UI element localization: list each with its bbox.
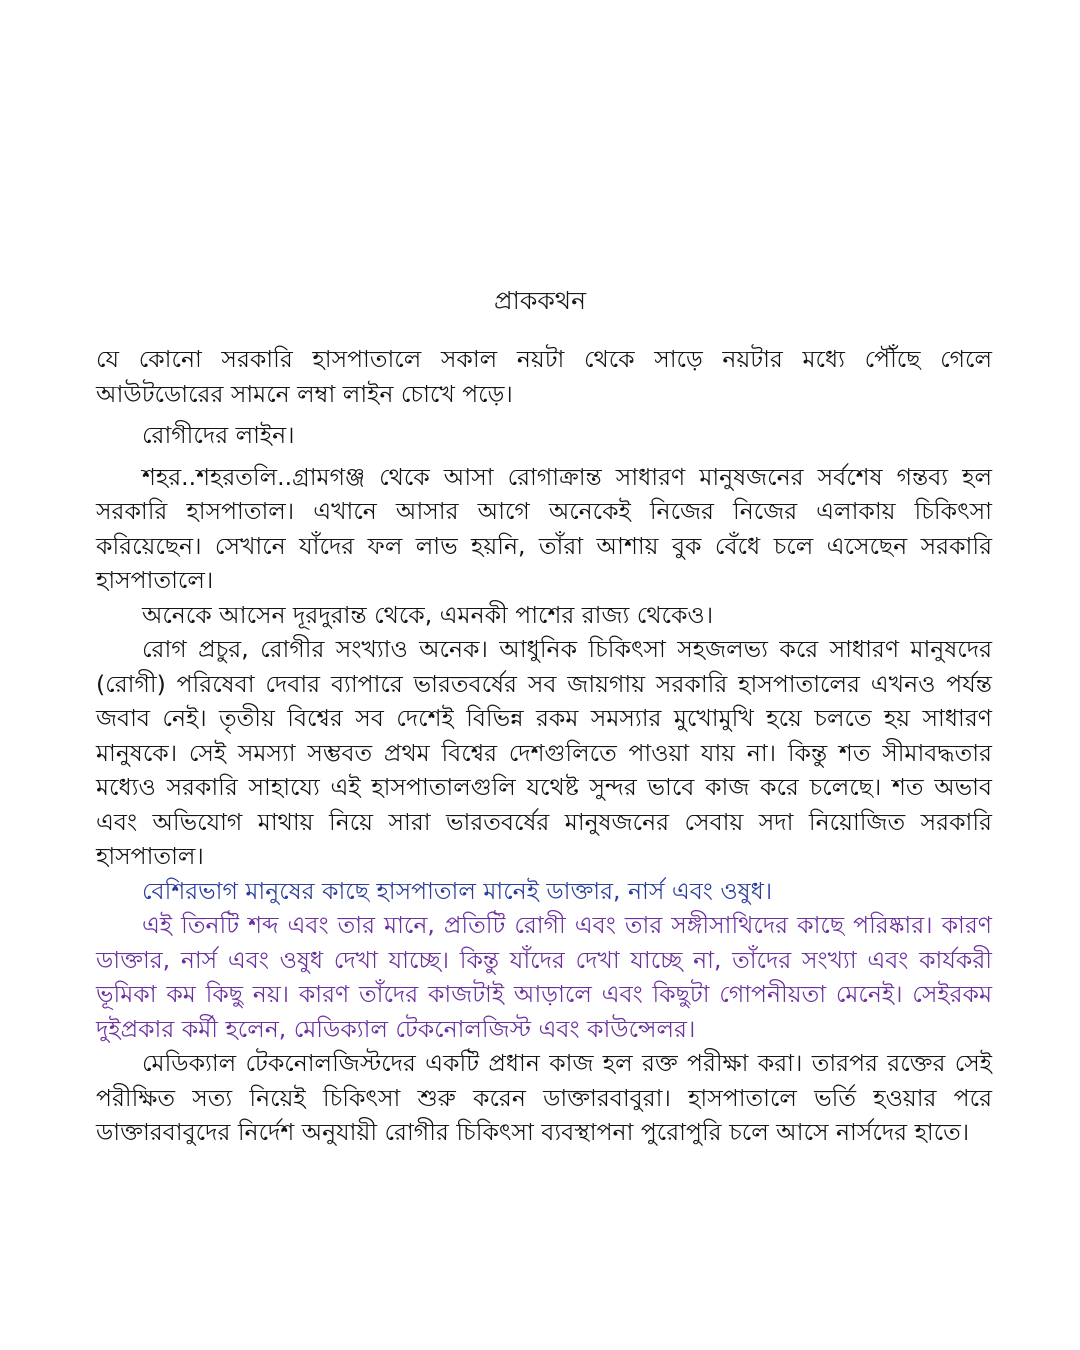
paragraph-2: রোগীদের লাইন। <box>142 421 295 449</box>
body-text <box>96 342 992 1150</box>
paragraph-1: যে কোনো সরকারি হাসপাতালে সকাল নয়টা থেকে সাড়ে নয়টার মধ্যে পৌঁছে গেলে আউটডোরের সামনে লম্বা লাইন চোখে পড়ে। <box>96 345 992 408</box>
page-title: প্রাককথন <box>493 286 586 315</box>
paragraph-8: মেডিক্যাল টেকনোলজিস্টদের একটি প্রধান কাজ হল রক্ত পরীক্ষা করা। তারপর রক্তের সেই পরীক্ষিত সত্য নিয়েই চিকিৎসা শুরু করেন ডাক্তারবাবুরা। হাসপাতালে ভর্তি হওয়ার পরে ডাক্তারবাবুদের নির্দেশ অনুযায়ী রোগীর চিকিৎসা ব্যবস্থাপনা পুরোপুরি চলে আসে নার্সদের হাতে। <box>96 1049 992 1146</box>
paragraph-3: শহর..শহরতলি..গ্রামগঞ্জ থেকে আসা রোগাক্রান্ত সাধারণ মানুষজনের সর্বশেষ গন্তব্য হল সরকারি হাসপাতাল। এখানে আসার আগে অনেকেই নিজের নিজের এলাকায় চিকিৎসা করিয়েছেন। সেখানে যাঁদের ফল লাভ হয়নি, তাঁরা আশায় বুক বেঁধে চলে এসেছেন সরকারি হাসপাতালে। <box>96 462 992 594</box>
paragraph-4: অনেকে আসেন দূরদুরান্ত থেকে, এমনকী পাশের রাজ্য থেকেও। <box>142 600 714 629</box>
paragraph-7: এই তিনটি শব্দ এবং তার মানে, প্রতিটি রোগী এবং তার সঙ্গীসাথিদের কাছে পরিষ্কার। কারণ ডাক্তার, নার্স এবং ওষুধ দেখা যাচ্ছে। কিন্তু যাঁদের দেখা যাচ্ছে না, তাঁদের সংখ্যা এবং কার্যকরী ভূমিকা কম কিছু নয়। কারণ তাঁদের কাজটাই আড়ালে এবং কিছুটা গোপনীয়তা মেনেই। সেইরকম দুইপ্রকার কর্মী হলেন, মেডিক্যাল টেকনোলজিস্ট এবং কাউন্সেলর। <box>96 911 992 1043</box>
paragraph-6: বেশিরভাগ মানুষের কাছে হাসপাতাল মানেই ডাক্তার, নার্স এবং ওষুধ। <box>142 876 773 905</box>
paragraph-5: রোগ প্রচুর, রোগীর সংখ্যাও অনেক। আধুনিক চিকিৎসা সহজলভ্য করে সাধারণ মানুষদের (রোগী) পরিষেবা দেবার ব্যাপারে ভারতবর্ষের সব জায়গায় সরকারি হাসপাতালের এখনও পর্যন্ত জবাব নেই। তৃতীয় বিশ্বের সব দেশেই বিভিন্ন রকম সমস্যার মুখোমুখি হয়ে চলতে হয় সাধারণ মানুষকে। সেই সমস্যা সম্ভবত প্রথম বিশ্বের দেশগুলিতে পাওয়া যায় না। কিন্তু শত সীমাবদ্ধতার মধ্যেও সরকারি সাহায্যে এই হাসপাতালগুলি যথেষ্ট সুন্দর ভাবে কাজ করে চলেছে। শত অভাব এবং অভিযোগ মাথায় নিয়ে সারা ভারতবর্ষের মানুষজনের সেবায় সদা নিয়োজিত সরকারি হাসপাতাল। <box>96 635 992 870</box>
